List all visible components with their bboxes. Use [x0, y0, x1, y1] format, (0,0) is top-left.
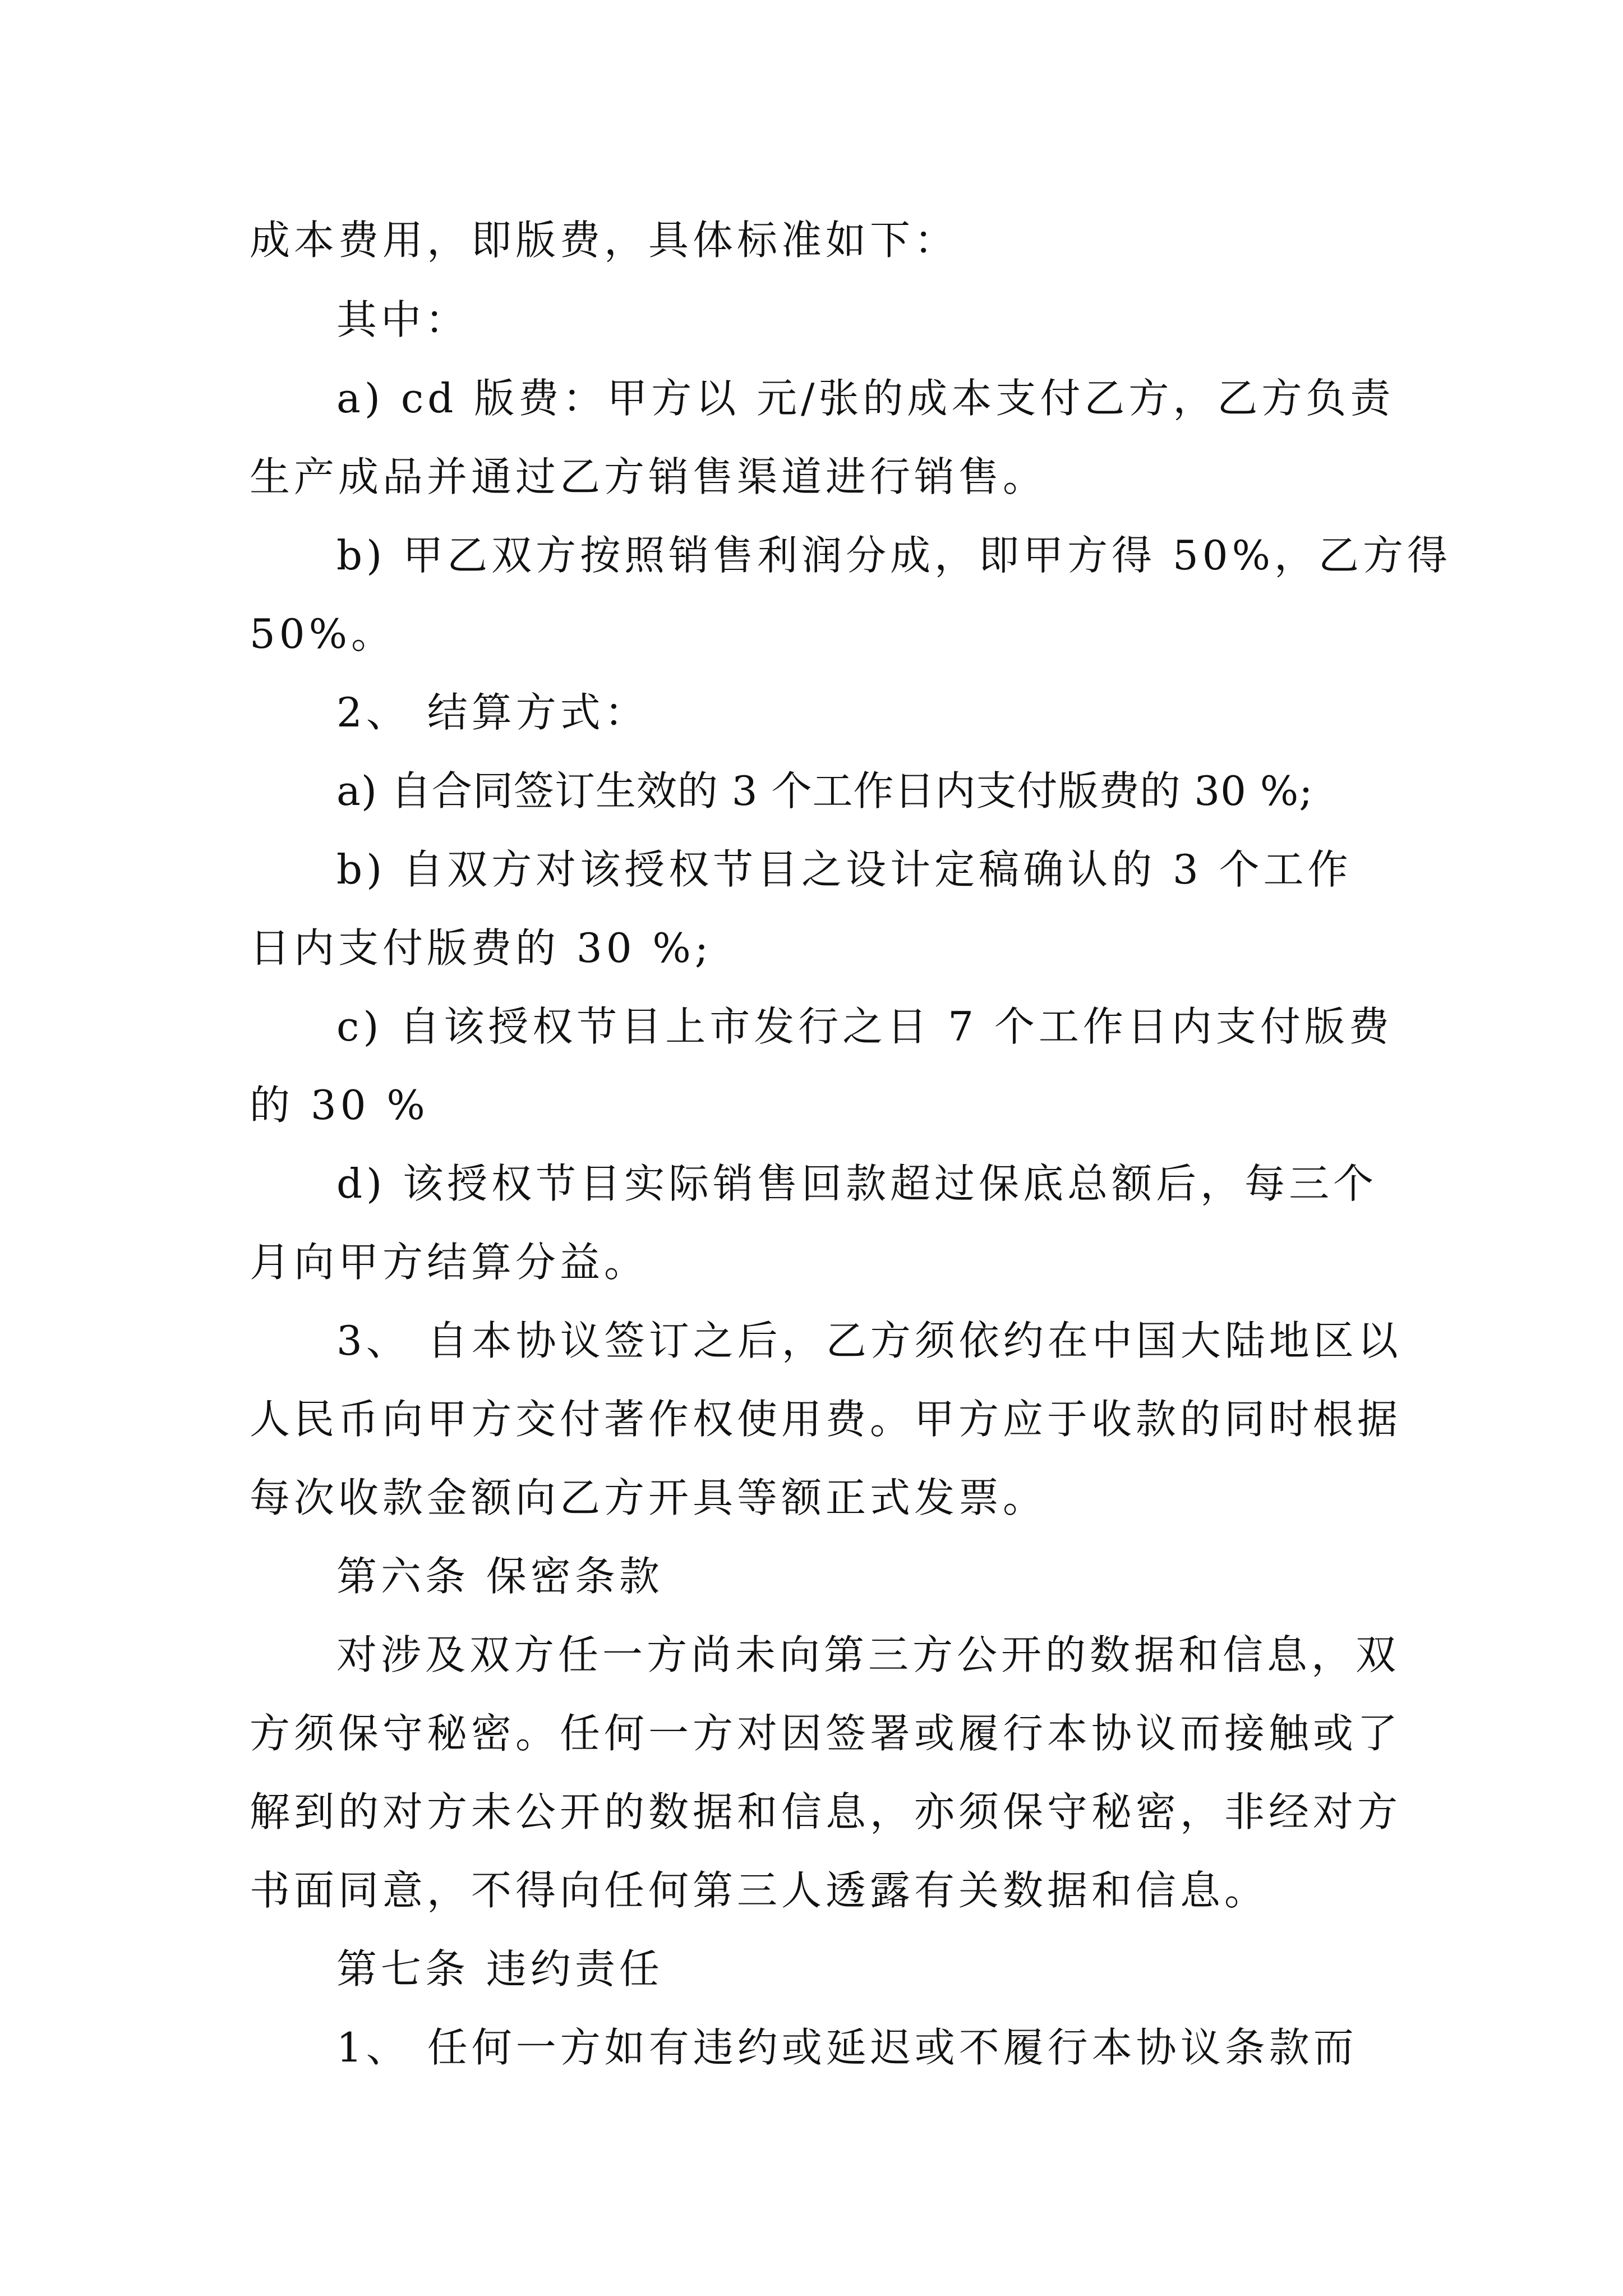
text-line: b) 甲乙双方按照销售利润分成，即甲方得 50%，乙方得	[336, 532, 1451, 579]
text-line: 的 30 %	[250, 1082, 429, 1129]
text-line: 3、 自本协议签订之后，乙方须依约在中国大陆地区以	[336, 1317, 1402, 1364]
text-line: a) 自合同签订生效的 3 个工作日内支付版费的 30 %;	[336, 767, 1313, 815]
text-line: 1、 任何一方如有违约或延迟或不履行本协议条款而	[336, 2024, 1358, 2071]
article-heading: 第七条 违约责任	[336, 1945, 663, 1993]
section-heading: 2、 结算方式：	[336, 689, 649, 736]
text-line: 对涉及双方任一方尚未向第三方公开的数据和信息，双	[336, 1631, 1400, 1678]
text-line: 解到的对方未公开的数据和信息，亦须保守秘密，非经对方	[250, 1788, 1402, 1835]
text-line: 生产成品并通过乙方销售渠道进行销售。	[250, 453, 1048, 500]
text-line: 50%。	[250, 610, 396, 657]
text-line: a) cd 版费：甲方以 元/张的成本支付乙方，乙方负责	[336, 375, 1395, 422]
text-line: 书面同意，不得向任何第三人透露有关数据和信息。	[250, 1867, 1269, 1914]
text-line: 成本费用，即版费，具体标准如下：	[250, 217, 959, 264]
text-line: c) 自该授权节目上市发行之日 7 个工作日内支付版费	[336, 1003, 1393, 1050]
text-line: b) 自双方对该授权节目之设计定稿确认的 3 个工作	[336, 846, 1352, 893]
text-line: 月向甲方结算分益。	[250, 1239, 649, 1286]
text-line: 人民币向甲方交付著作权使用费。甲方应于收款的同时根据	[250, 1396, 1402, 1443]
text-line: d) 该授权节目实际销售回款超过保底总额后，每三个	[336, 1160, 1378, 1207]
text-line: 日内支付版费的 30 %;	[250, 924, 713, 972]
article-heading: 第六条 保密条款	[336, 1553, 663, 1600]
text-line: 方须保守秘密。任何一方对因签署或履行本协议而接触或了	[250, 1710, 1402, 1757]
text-line: 其中：	[336, 296, 470, 343]
text-line: 每次收款金额向乙方开具等额正式发票。	[250, 1474, 1048, 1521]
